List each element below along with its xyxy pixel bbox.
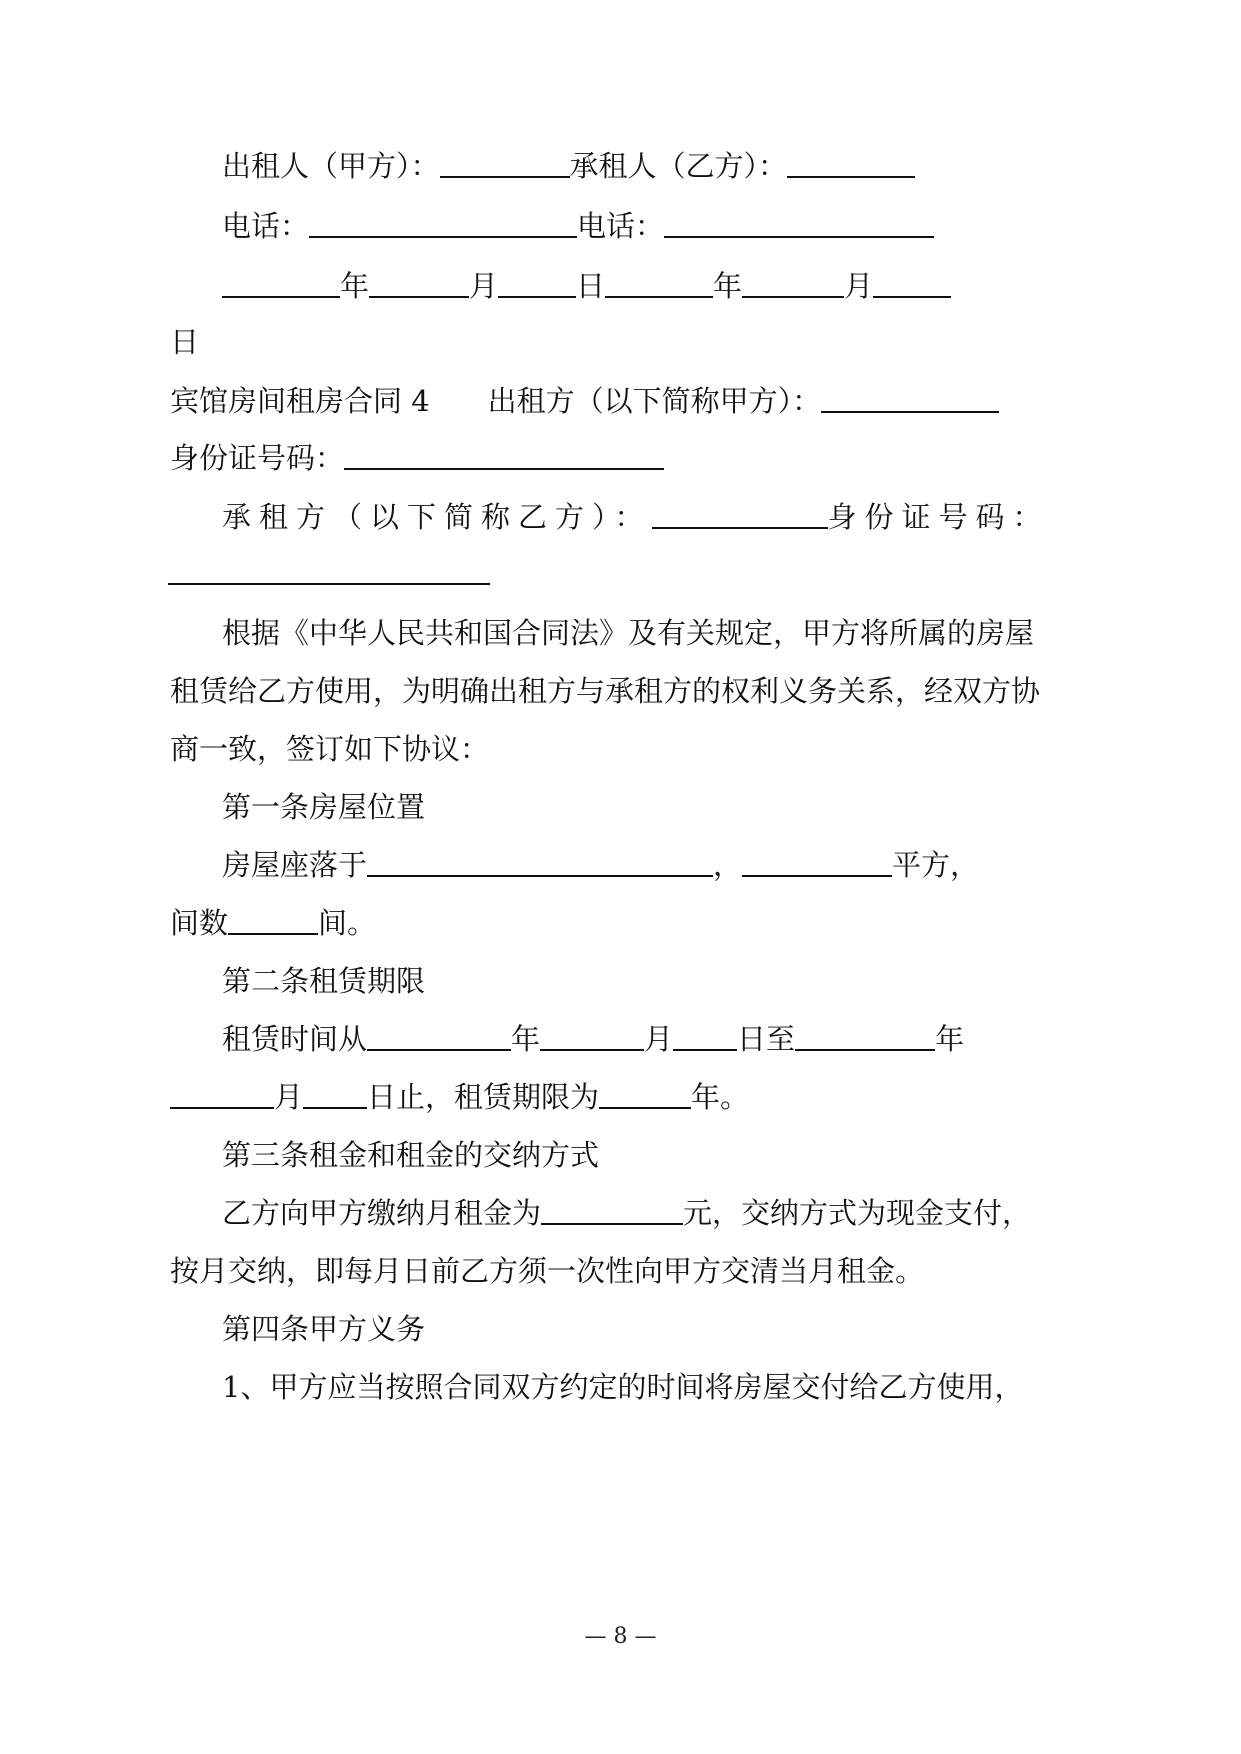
date-line bbox=[222, 266, 951, 306]
para-line-2: 租赁给乙方使用，为明确出租方与承租方的权利义务关系，经双方协 bbox=[170, 674, 1041, 708]
para-line-3: 商一致，签订如下协议： bbox=[170, 732, 490, 766]
term-years-unit: 年。 bbox=[691, 1080, 750, 1114]
term-end-month-label: 月 bbox=[274, 1080, 304, 1114]
rent-payment-text: 元，交纳方式为现金支付， bbox=[683, 1196, 1032, 1230]
term-end-day-blank[interactable] bbox=[303, 1077, 367, 1109]
location-label: 房屋座落于 bbox=[222, 848, 368, 882]
rooms-blank[interactable] bbox=[228, 903, 318, 935]
location-blank[interactable] bbox=[367, 845, 713, 877]
term-start-year-blank[interactable] bbox=[367, 1019, 511, 1051]
term-year-label: 年 bbox=[511, 1022, 541, 1056]
day-wrap-line bbox=[170, 322, 199, 362]
rooms-label: 间数 bbox=[170, 906, 229, 940]
date2-day-blank[interactable] bbox=[873, 266, 951, 298]
date-month-blank[interactable] bbox=[369, 266, 469, 298]
term-month-label: 月 bbox=[644, 1022, 674, 1056]
year2-label: 年 bbox=[713, 269, 743, 303]
article-4-title: 第四条甲方义务 bbox=[222, 1312, 426, 1346]
lessee-name-blank[interactable] bbox=[787, 146, 915, 178]
rent-line bbox=[222, 1193, 1031, 1233]
party-b-id-blank[interactable] bbox=[168, 553, 490, 585]
party-b-id-line bbox=[168, 553, 490, 593]
term-end-label: 日止，租赁期限为 bbox=[367, 1080, 600, 1114]
term-end-month-blank[interactable] bbox=[170, 1077, 274, 1109]
rent-line-2: 按月交纳，即每月日前乙方须一次性向甲方交清当月租金。 bbox=[170, 1254, 925, 1288]
term-start-month-blank[interactable] bbox=[540, 1019, 644, 1051]
party-a-id-label: 身份证号码： bbox=[170, 441, 345, 475]
term-start-day-blank[interactable] bbox=[673, 1019, 737, 1051]
date-day-blank[interactable] bbox=[498, 266, 576, 298]
area-blank[interactable] bbox=[742, 845, 892, 877]
duty-1-line: 1、甲方应当按照合同双方约定的时间将房屋交付给乙方使用， bbox=[222, 1370, 1024, 1404]
article-3-title: 第三条租金和租金的交纳方式 bbox=[222, 1138, 600, 1172]
article-1-title: 第一条房屋位置 bbox=[222, 790, 426, 824]
term-label: 租赁时间从 bbox=[222, 1022, 368, 1056]
lessee-label: 承租人（乙方）： bbox=[569, 149, 788, 183]
rent-amount-blank[interactable] bbox=[541, 1193, 683, 1225]
party-b-id-label: 身份证号码： bbox=[827, 500, 1050, 534]
location-line bbox=[222, 845, 979, 885]
rooms-line bbox=[170, 903, 376, 943]
phone-line bbox=[222, 206, 934, 246]
date-year-blank[interactable] bbox=[222, 266, 340, 298]
lessor-phone-label: 电话： bbox=[222, 209, 310, 243]
lessor-name-blank[interactable] bbox=[440, 146, 570, 178]
lessee-phone-label: 电话： bbox=[577, 209, 665, 243]
term-years-blank[interactable] bbox=[599, 1077, 691, 1109]
party-a-id-blank[interactable] bbox=[344, 438, 664, 470]
area-unit: 平方， bbox=[892, 848, 980, 882]
party-b-line bbox=[222, 497, 1050, 537]
day-label: 日 bbox=[576, 269, 606, 303]
article-2-title: 第二条租赁期限 bbox=[222, 964, 426, 998]
party-b-label: 承租方（以下简称乙方）： bbox=[222, 500, 652, 534]
location-comma: ， bbox=[713, 848, 743, 882]
party-a-blank[interactable] bbox=[821, 381, 999, 413]
date2-year-blank[interactable] bbox=[605, 266, 713, 298]
para-line-1: 根据《中华人民共和国合同法》及有关规定，甲方将所属的房屋 bbox=[222, 616, 1035, 650]
contract-title: 宾馆房间租房合同 4 bbox=[170, 384, 430, 418]
id-line-a bbox=[170, 438, 664, 478]
term-end-year-blank[interactable] bbox=[795, 1019, 935, 1051]
term-line bbox=[222, 1019, 964, 1059]
term-end-year-label: 年 bbox=[935, 1022, 965, 1056]
party-a-label: 出租方（以下简称甲方）： bbox=[487, 384, 822, 418]
page-number: — 8 — bbox=[584, 1624, 657, 1649]
month-label: 月 bbox=[469, 269, 499, 303]
rent-label: 乙方向甲方缴纳月租金为 bbox=[222, 1196, 542, 1230]
lessor-lessee-line bbox=[222, 146, 915, 186]
contract4-line bbox=[170, 381, 999, 421]
day-wrap-label: 日 bbox=[170, 325, 200, 359]
term-line-2 bbox=[170, 1077, 749, 1117]
year-label: 年 bbox=[340, 269, 370, 303]
rooms-unit: 间。 bbox=[318, 906, 377, 940]
party-b-blank[interactable] bbox=[652, 497, 828, 529]
lessor-phone-blank[interactable] bbox=[309, 206, 577, 238]
month2-label: 月 bbox=[844, 269, 874, 303]
lessor-label: 出租人（甲方）： bbox=[222, 149, 440, 183]
lessee-phone-blank[interactable] bbox=[664, 206, 934, 238]
term-to-label: 日至 bbox=[737, 1022, 796, 1056]
date2-month-blank[interactable] bbox=[742, 266, 844, 298]
